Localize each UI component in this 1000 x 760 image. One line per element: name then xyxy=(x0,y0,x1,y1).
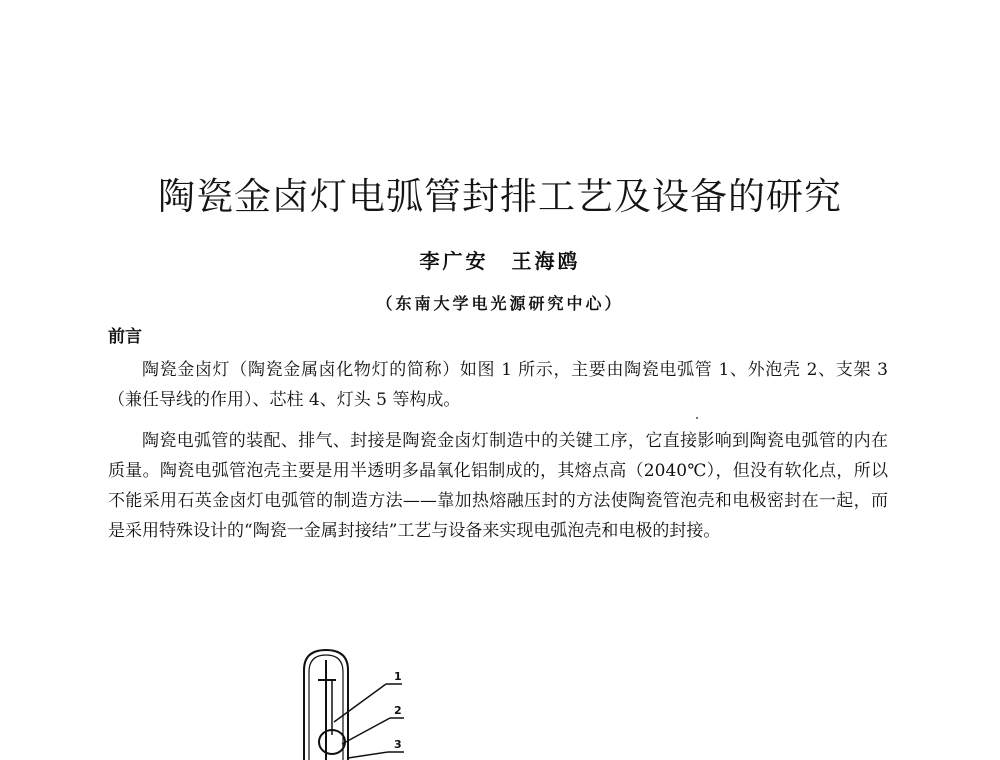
leader-line-1 xyxy=(334,684,386,722)
leader-line-3 xyxy=(348,752,388,758)
figure-1-lamp-diagram xyxy=(290,640,430,760)
scan-speck xyxy=(696,417,698,419)
lamp-diagram-svg xyxy=(290,640,430,760)
paper-authors: 李广安 王海鸥 xyxy=(419,249,581,273)
paragraph-1: 陶瓷金卤灯（陶瓷金属卤化物灯的简称）如图 1 所示，主要由陶瓷电弧管 1、外泡壳 2、支架 3（兼任导线的作用）、芯柱 4、灯头 5 等构成。 xyxy=(108,360,888,410)
paper-affiliation: （东南大学电光源研究中心） xyxy=(376,294,624,313)
figure-label-2: 2 xyxy=(394,704,402,717)
leader-line-2 xyxy=(342,718,390,744)
figure-label-3: 3 xyxy=(394,738,402,751)
section-heading: 前言 xyxy=(108,327,142,347)
paper-title: 陶瓷金卤灯电弧管封排工艺及设备的研究 xyxy=(158,175,842,218)
figure-label-1: 1 xyxy=(394,670,402,683)
paragraph-2: 陶瓷电弧管的装配、排气、封接是陶瓷金卤灯制造中的关键工序，它直接影响到陶瓷电弧管的内在质量。陶瓷电弧管泡壳主要是用半透明多晶氧化铝制成的，其熔点高（2040℃），但没有软化点，所以不能采用石英金卤灯电弧管的制造方法——靠加热熔融压封的方法使陶瓷管泡壳和电极密封在一起，而是采用特殊设计的“陶瓷一金属封接结”工艺与设备来实现电弧泡壳和电极的封接。 xyxy=(108,431,888,541)
